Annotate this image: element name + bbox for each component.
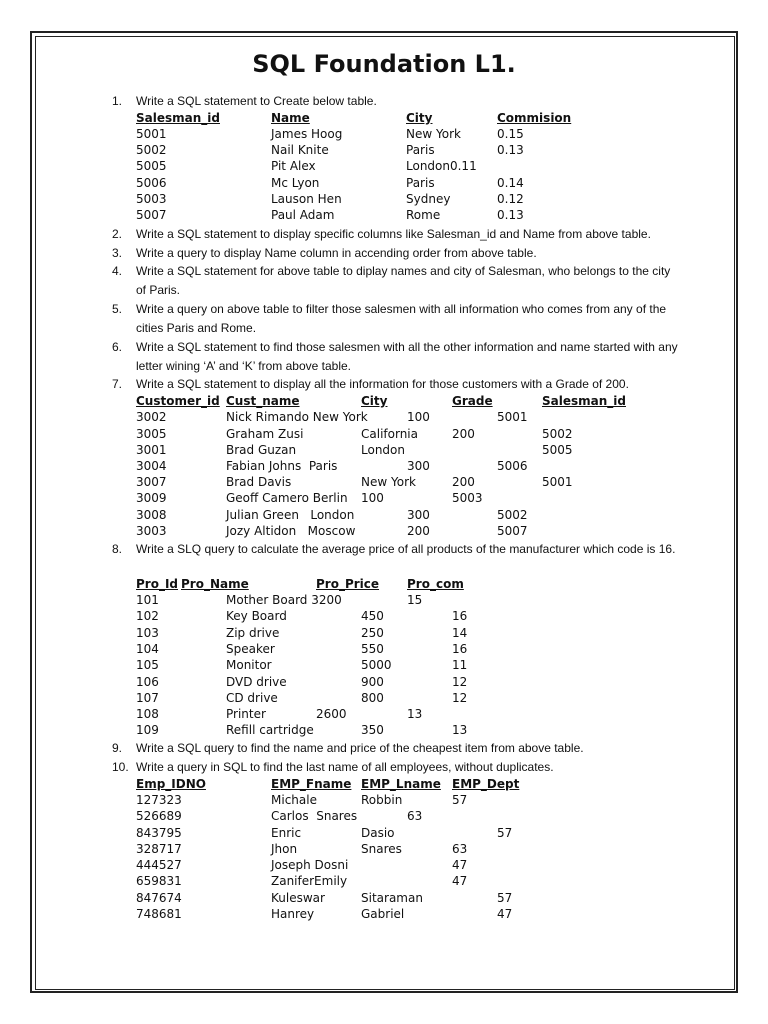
table-cell: Dasio <box>361 826 395 840</box>
table-cell: 47 <box>497 907 513 921</box>
table-cell: 748681 <box>136 907 182 921</box>
product-header-id: Pro_Id <box>136 577 179 591</box>
salesman-header-commision: Commision <box>497 111 572 125</box>
table-cell: 11 <box>452 658 468 672</box>
question-text: Write a SQL query to find the name and price of the cheapest item from above table. <box>136 741 584 755</box>
customer-header-name: Cust_name <box>226 394 300 408</box>
customer-header-city: City <box>361 394 388 408</box>
table-cell: Gabriel <box>361 907 405 921</box>
table-cell: Sitaraman <box>361 891 423 905</box>
table-cell: London <box>361 443 405 457</box>
question-number: 1. <box>112 94 123 108</box>
table-cell: London0.11 <box>406 159 477 173</box>
table-cell: 106 <box>136 675 159 689</box>
table-cell: Graham Zusi <box>226 427 304 441</box>
table-cell: 3008 <box>136 508 167 522</box>
table-cell: Brad Guzan <box>226 443 297 457</box>
table-cell: New York <box>361 475 416 489</box>
salesman-header-name: Name <box>271 111 310 125</box>
table-cell: Jhon <box>271 842 298 856</box>
table-cell: Enric <box>271 826 302 840</box>
table-cell: 101 <box>136 593 159 607</box>
question-text: Write a SQL statement for above table to diplay names and city of Salesman, who belongs to the city of Paris. <box>136 264 671 297</box>
table-cell: 5006 <box>136 176 167 190</box>
question-number: 2. <box>112 227 123 241</box>
table-cell: Mother Board 3200 <box>226 593 342 607</box>
table-cell: 127323 <box>136 793 182 807</box>
question-number: 9. <box>112 741 123 755</box>
table-cell: Pit Alex <box>271 159 316 173</box>
question-text: Write a SQL statement to Create below table. <box>136 94 377 108</box>
table-cell: Paul Adam <box>271 208 335 222</box>
table-cell: 57 <box>497 826 513 840</box>
table-cell: 102 <box>136 609 159 623</box>
employee-header-fname: EMP_Fname <box>271 777 352 791</box>
table-cell: 105 <box>136 658 159 672</box>
table-cell: 63 <box>452 842 468 856</box>
table-cell: 526689 <box>136 809 182 823</box>
question-text: Write a SQL statement to display all the information for those customers with a Grade of 200. <box>136 377 629 391</box>
table-cell: 5005 <box>136 159 167 173</box>
table-cell: Mc Lyon <box>271 176 320 190</box>
product-header-com: Pro_com <box>407 577 464 591</box>
table-cell: 104 <box>136 642 159 656</box>
table-cell: 3007 <box>136 475 167 489</box>
question-number: 6. <box>112 340 123 354</box>
table-cell: 450 <box>361 609 384 623</box>
table-cell: Key Board <box>226 609 287 623</box>
table-cell: 108 <box>136 707 159 721</box>
question-text: Write a SQL statement to display specific columns like Salesman_id and Name from above table. <box>136 227 651 241</box>
question-number: 7. <box>112 377 123 391</box>
table-cell: Julian Green London <box>226 508 355 522</box>
table-cell: 3001 <box>136 443 167 457</box>
table-cell: 300 <box>407 459 430 473</box>
table-cell: 200 <box>452 475 475 489</box>
page-title: SQL Foundation L1. <box>252 50 516 78</box>
table-cell: 5007 <box>497 524 528 538</box>
table-cell: 444527 <box>136 858 182 872</box>
table-cell: Jozy Altidon Moscow <box>226 524 356 538</box>
table-cell: 3005 <box>136 427 167 441</box>
table-cell: Geoff Camero Berlin <box>226 491 348 505</box>
salesman-header-city: City <box>406 111 433 125</box>
table-cell: 13 <box>407 707 423 721</box>
table-cell: 843795 <box>136 826 182 840</box>
table-cell: Printer <box>226 707 266 721</box>
table-cell: 5001 <box>542 475 573 489</box>
table-cell: 57 <box>452 793 468 807</box>
table-cell: 100 <box>361 491 384 505</box>
question-text: Write a query in SQL to find the last name of all employees, without duplicates. <box>136 760 554 774</box>
table-cell: 200 <box>407 524 430 538</box>
table-cell: 3009 <box>136 491 167 505</box>
product-header-name: Pro_Name <box>181 577 249 591</box>
table-cell: 847674 <box>136 891 182 905</box>
question-number: 8. <box>112 542 123 556</box>
table-cell: 47 <box>452 858 468 872</box>
table-cell: Speaker <box>226 642 275 656</box>
table-cell: 13 <box>452 723 468 737</box>
table-cell: 109 <box>136 723 159 737</box>
table-cell: 900 <box>361 675 384 689</box>
table-cell: 100 <box>407 410 430 424</box>
table-cell: 300 <box>407 508 430 522</box>
table-cell: 0.12 <box>497 192 524 206</box>
table-cell: 107 <box>136 691 159 705</box>
table-cell: Paris <box>406 176 435 190</box>
question-number: 5. <box>112 302 123 316</box>
table-cell: 0.13 <box>497 208 524 222</box>
table-cell: 5007 <box>136 208 167 222</box>
table-cell: 5006 <box>497 459 528 473</box>
table-cell: Michale <box>271 793 317 807</box>
question-number: 3. <box>112 246 123 260</box>
table-cell: Fabian Johns Paris <box>226 459 338 473</box>
salesman-header-id: Salesman_id <box>136 111 220 125</box>
table-cell: 5002 <box>136 143 167 157</box>
table-cell: 250 <box>361 626 384 640</box>
table-cell: Hanrey <box>271 907 315 921</box>
table-cell: Kuleswar <box>271 891 325 905</box>
table-cell: 5003 <box>452 491 483 505</box>
table-cell: Paris <box>406 143 435 157</box>
question-text: Write a SLQ query to calculate the average price of all products of the manufacturer which code is 16. <box>136 542 676 556</box>
employee-header-id: Emp_IDNO <box>136 777 206 791</box>
table-cell: Monitor <box>226 658 272 672</box>
employee-header-dept: EMP_Dept <box>452 777 520 791</box>
table-cell: 659831 <box>136 874 182 888</box>
table-cell: 3004 <box>136 459 167 473</box>
table-cell: New York <box>406 127 461 141</box>
question-text: Write a query on above table to filter those salesmen with all information who comes from any of the cities Paris and Rome. <box>136 302 667 335</box>
table-cell: 5002 <box>542 427 573 441</box>
table-cell: 0.14 <box>497 176 524 190</box>
table-cell: 5003 <box>136 192 167 206</box>
table-cell: Nick Rimando New York <box>226 410 368 424</box>
table-cell: 3003 <box>136 524 167 538</box>
table-cell: Brad Davis <box>226 475 292 489</box>
table-cell: 550 <box>361 642 384 656</box>
table-cell: CD drive <box>226 691 278 705</box>
table-cell: Lauson Hen <box>271 192 342 206</box>
table-cell: Joseph Dosni <box>271 858 349 872</box>
question-text: Write a query to display Name column in accending order from above table. <box>136 246 537 260</box>
table-cell: 800 <box>361 691 384 705</box>
table-cell: 200 <box>452 427 475 441</box>
table-cell: Snares <box>361 842 402 856</box>
question-text: Write a SQL statement to find those salesmen with all the other information and name started with any letter wining ‘A’ and ‘K’ from above table. <box>136 340 678 373</box>
table-cell: Carlos Snares <box>271 809 358 823</box>
table-cell: 0.15 <box>497 127 524 141</box>
table-cell: Nail Knite <box>271 143 329 157</box>
table-cell: 16 <box>452 609 468 623</box>
customer-header-salesman-id: Salesman_id <box>542 394 626 408</box>
question-number: 10. <box>112 760 129 774</box>
table-cell: 2600 <box>316 707 347 721</box>
table-cell: 12 <box>452 675 468 689</box>
table-cell: ZaniferEmily <box>271 874 348 888</box>
table-cell: 12 <box>452 691 468 705</box>
table-cell: 350 <box>361 723 384 737</box>
table-cell: 5005 <box>542 443 573 457</box>
table-cell: Refill cartridge <box>226 723 314 737</box>
product-header-price: Pro_Price <box>316 577 380 591</box>
table-cell: 47 <box>452 874 468 888</box>
table-cell: California <box>361 427 418 441</box>
table-cell: 328717 <box>136 842 182 856</box>
table-cell: Robbin <box>361 793 403 807</box>
table-cell: 16 <box>452 642 468 656</box>
table-cell: James Hoog <box>271 127 343 141</box>
table-cell: DVD drive <box>226 675 287 689</box>
employee-header-lname: EMP_Lname <box>361 777 441 791</box>
table-cell: 5001 <box>497 410 528 424</box>
table-cell: Sydney <box>406 192 451 206</box>
table-cell: 63 <box>407 809 423 823</box>
table-cell: 103 <box>136 626 159 640</box>
table-cell: 3002 <box>136 410 167 424</box>
table-cell: 5001 <box>136 127 167 141</box>
customer-header-id: Customer_id <box>136 394 220 408</box>
table-cell: 0.13 <box>497 143 524 157</box>
table-cell: 57 <box>497 891 513 905</box>
customer-header-grade: Grade <box>452 394 493 408</box>
table-cell: 14 <box>452 626 468 640</box>
table-cell: 5002 <box>497 508 528 522</box>
table-cell: Rome <box>406 208 441 222</box>
table-cell: 5000 <box>361 658 392 672</box>
table-cell: Zip drive <box>226 626 280 640</box>
table-cell: 15 <box>407 593 423 607</box>
question-number: 4. <box>112 264 123 278</box>
